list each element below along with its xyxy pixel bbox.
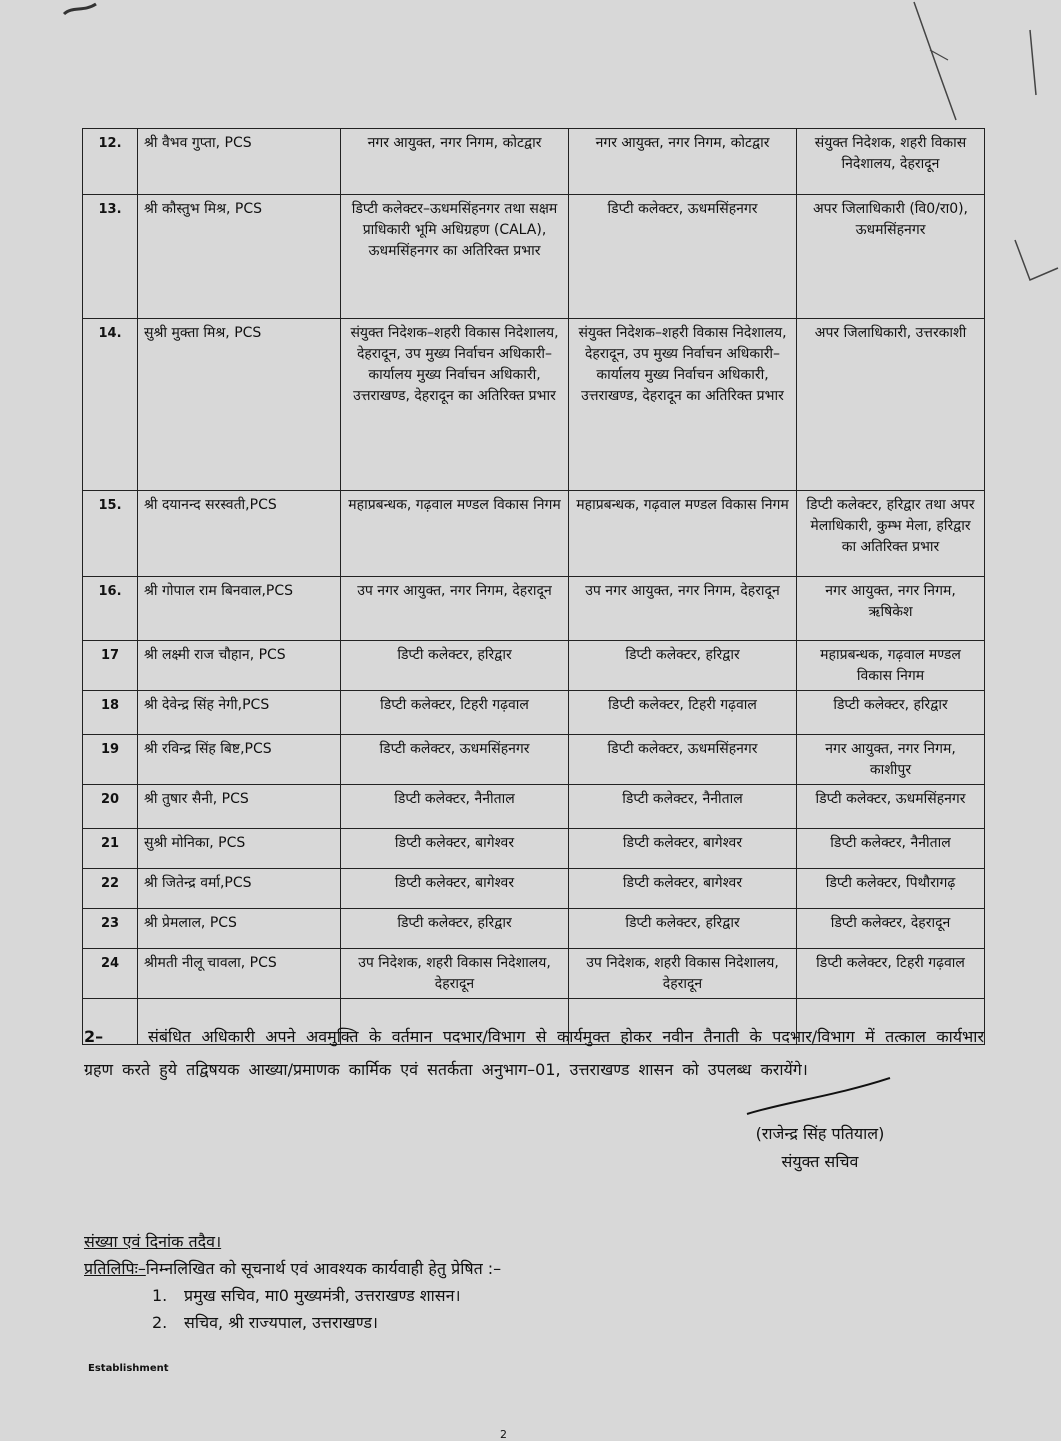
officer-name-cell: श्री वैभव गुप्ता, PCS	[138, 129, 341, 195]
current-posting-cell: डिप्टी कलेक्टर, टिहरी गढ़वाल	[341, 691, 569, 735]
new-posting-cell: डिप्टी कलेक्टर, टिहरी गढ़वाल	[797, 949, 985, 999]
copy-to-item-number: 1.	[152, 1286, 168, 1305]
officer-name-cell: श्री गोपाल राम बिनवाल,PCS	[138, 577, 341, 641]
current-posting-repeat-cell: डिप्टी कलेक्टर, ऊधमसिंहनगर	[569, 195, 797, 319]
officer-name-cell: श्री रविन्द्र सिंह बिष्ट,PCS	[138, 735, 341, 785]
current-posting-cell: डिप्टी कलेक्टर, ऊधमसिंहनगर	[341, 735, 569, 785]
transfer-table	[82, 128, 985, 1045]
table-row	[83, 785, 985, 829]
officer-name-cell: श्री देवेन्द्र सिंह नेगी,PCS	[138, 691, 341, 735]
serial-number-cell: 21	[83, 829, 138, 869]
page-number: 2	[500, 1428, 507, 1441]
copy-to-text: निम्नलिखित को सूचनार्थ एवं आवश्यक कार्यवाही हेतु प्रेषित :–	[145, 1259, 502, 1278]
officer-name-cell: श्री प्रेमलाल, PCS	[138, 909, 341, 949]
table-row	[83, 869, 985, 909]
table-row	[83, 735, 985, 785]
copy-to-list	[84, 1282, 784, 1336]
current-posting-repeat-cell: डिप्टी कलेक्टर, हरिद्वार	[569, 641, 797, 691]
new-posting-cell: नगर आयुक्त, नगर निगम, काशीपुर	[797, 735, 985, 785]
current-posting-repeat-cell: डिप्टी कलेक्टर, बागेश्वर	[569, 869, 797, 909]
officer-name-cell: श्री तुषार सैनी, PCS	[138, 785, 341, 829]
copy-to-item	[84, 1282, 784, 1309]
officer-name-cell: सुश्री मुक्ता मिश्र, PCS	[138, 319, 341, 491]
current-posting-cell: महाप्रबन्धक, गढ़वाल मण्डल विकास निगम	[341, 491, 569, 577]
table-row	[83, 129, 985, 195]
current-posting-repeat-cell: नगर आयुक्त, नगर निगम, कोटद्वार	[569, 129, 797, 195]
serial-number-cell: 24	[83, 949, 138, 999]
current-posting-cell: डिप्टी कलेक्टर, बागेश्वर	[341, 869, 569, 909]
copy-to-label: प्रतिलिपिः–	[84, 1259, 146, 1278]
table-row	[83, 195, 985, 319]
officer-name-cell: श्री लक्ष्मी राज चौहान, PCS	[138, 641, 341, 691]
serial-number-cell: 15.	[83, 491, 138, 577]
new-posting-cell: अपर जिलाधिकारी (वि0/रा0), ऊधमसिंहनगर	[797, 195, 985, 319]
serial-number-cell: 23	[83, 909, 138, 949]
current-posting-repeat-cell: डिप्टी कलेक्टर, हरिद्वार	[569, 909, 797, 949]
serial-number-cell: 17	[83, 641, 138, 691]
copy-to-item-text: प्रमुख सचिव, मा0 मुख्यमंत्री, उत्तराखण्ड शासन।	[184, 1286, 461, 1305]
officer-name-cell: श्री जितेन्द्र वर्मा,PCS	[138, 869, 341, 909]
current-posting-cell: उप नगर आयुक्त, नगर निगम, देहरादून	[341, 577, 569, 641]
current-posting-cell: डिप्टी कलेक्टर–ऊधमसिंहनगर तथा सक्षम प्राधिकारी भूमि अधिग्रहण (CALA), ऊधमसिंहनगर का अतिरिक्त प्रभार	[341, 195, 569, 319]
signature	[745, 1072, 895, 1122]
current-posting-cell: डिप्टी कलेक्टर, बागेश्वर	[341, 829, 569, 869]
table-row	[83, 909, 985, 949]
new-posting-cell: डिप्टी कलेक्टर, ऊधमसिंहनगर	[797, 785, 985, 829]
serial-number-cell: 16.	[83, 577, 138, 641]
signatory-designation: संयुक्त सचिव	[781, 1152, 859, 1171]
table-row	[83, 491, 985, 577]
current-posting-repeat-cell: डिप्टी कलेक्टर, ऊधमसिंहनगर	[569, 735, 797, 785]
paragraph-number: 2–	[84, 1027, 104, 1046]
current-posting-repeat-cell: डिप्टी कलेक्टर, नैनीताल	[569, 785, 797, 829]
new-posting-cell: डिप्टी कलेक्टर, पिथौरागढ़	[797, 869, 985, 909]
serial-number-cell: 20	[83, 785, 138, 829]
serial-number-cell: 13.	[83, 195, 138, 319]
officer-name-cell: सुश्री मोनिका, PCS	[138, 829, 341, 869]
officer-name-cell: श्री दयानन्द सरस्वती,PCS	[138, 491, 341, 577]
paragraph-text: संबंधित अधिकारी अपने अवमुक्ति के वर्तमान पदभार/विभाग से कार्यमुक्त होकर नवीन तैनाती के पदभार/विभाग में तत्काल कार्यभार ग्रहण करते हुये तद्विषयक आख्या/प्रमाणक कार्मिक एवं सतर्कता अनुभाग–01, उत्तराखण्ड शासन को उपलब्ध करायेंगे।	[84, 1027, 984, 1079]
table-row	[83, 577, 985, 641]
signatory-block	[700, 1120, 940, 1176]
new-posting-cell: डिप्टी कलेक्टर, देहरादून	[797, 909, 985, 949]
copy-to-item	[84, 1309, 784, 1336]
new-posting-cell: अपर जिलाधिकारी, उत्तरकाशी	[797, 319, 985, 491]
establishment-label: Establishment	[88, 1363, 169, 1374]
current-posting-cell: उप निदेशक, शहरी विकास निदेशालय, देहरादून	[341, 949, 569, 999]
serial-number-cell: 14.	[83, 319, 138, 491]
officer-name-cell: श्री कौस्तुभ मिश्र, PCS	[138, 195, 341, 319]
scribble-mark	[62, 0, 112, 20]
reference-number-date: संख्या एवं दिनांक तदैव।	[84, 1232, 222, 1251]
new-posting-cell: डिप्टी कलेक्टर, हरिद्वार	[797, 691, 985, 735]
officer-name-cell: श्रीमती नीलू चावला, PCS	[138, 949, 341, 999]
copy-to-line	[84, 1255, 784, 1282]
table-row	[83, 641, 985, 691]
new-posting-cell: संयुक्त निदेशक, शहरी विकास निदेशालय, देहरादून	[797, 129, 985, 195]
current-posting-repeat-cell: डिप्टी कलेक्टर, टिहरी गढ़वाल	[569, 691, 797, 735]
new-posting-cell: महाप्रबन्धक, गढ़वाल मण्डल विकास निगम	[797, 641, 985, 691]
signatory-name: (राजेन्द्र सिंह पतियाल)	[755, 1124, 885, 1143]
serial-number-cell: 19	[83, 735, 138, 785]
copy-to-item-number: 2.	[152, 1313, 168, 1332]
current-posting-repeat-cell: संयुक्त निदेशक–शहरी विकास निदेशालय, देहरादून, उप मुख्य निर्वाचन अधिकारी–कार्यालय मुख्य निर्वाचन अधिकारी, उत्तराखण्ड, देहरादून का अतिरिक्त प्रभार	[569, 319, 797, 491]
current-posting-repeat-cell: डिप्टी कलेक्टर, बागेश्वर	[569, 829, 797, 869]
serial-number-cell: 18	[83, 691, 138, 735]
table-row	[83, 829, 985, 869]
new-posting-cell: नगर आयुक्त, नगर निगम, ऋषिकेश	[797, 577, 985, 641]
current-posting-repeat-cell: उप निदेशक, शहरी विकास निदेशालय, देहरादून	[569, 949, 797, 999]
table-row	[83, 319, 985, 491]
serial-number-cell: 22	[83, 869, 138, 909]
table-row	[83, 949, 985, 999]
copy-to-item-text: सचिव, श्री राज्यपाल, उत्तराखण्ड।	[184, 1313, 378, 1332]
serial-number-cell: 12.	[83, 129, 138, 195]
current-posting-cell: नगर आयुक्त, नगर निगम, कोटद्वार	[341, 129, 569, 195]
reference-block	[84, 1228, 784, 1336]
current-posting-repeat-cell: उप नगर आयुक्त, नगर निगम, देहरादून	[569, 577, 797, 641]
new-posting-cell: डिप्टी कलेक्टर, हरिद्वार तथा अपर मेलाधिकारी, कुम्भ मेला, हरिद्वार का अतिरिक्त प्रभार	[797, 491, 985, 577]
current-posting-cell: डिप्टी कलेक्टर, हरिद्वार	[341, 641, 569, 691]
current-posting-cell: संयुक्त निदेशक–शहरी विकास निदेशालय, देहरादून, उप मुख्य निर्वाचन अधिकारी–कार्यालय मुख्य निर्वाचन अधिकारी, उत्तराखण्ड, देहरादून का अतिरिक्त प्रभार	[341, 319, 569, 491]
current-posting-cell: डिप्टी कलेक्टर, हरिद्वार	[341, 909, 569, 949]
table-row	[83, 691, 985, 735]
new-posting-cell: डिप्टी कलेक्टर, नैनीताल	[797, 829, 985, 869]
current-posting-repeat-cell: महाप्रबन्धक, गढ़वाल मण्डल विकास निगम	[569, 491, 797, 577]
current-posting-cell: डिप्टी कलेक्टर, नैनीताल	[341, 785, 569, 829]
